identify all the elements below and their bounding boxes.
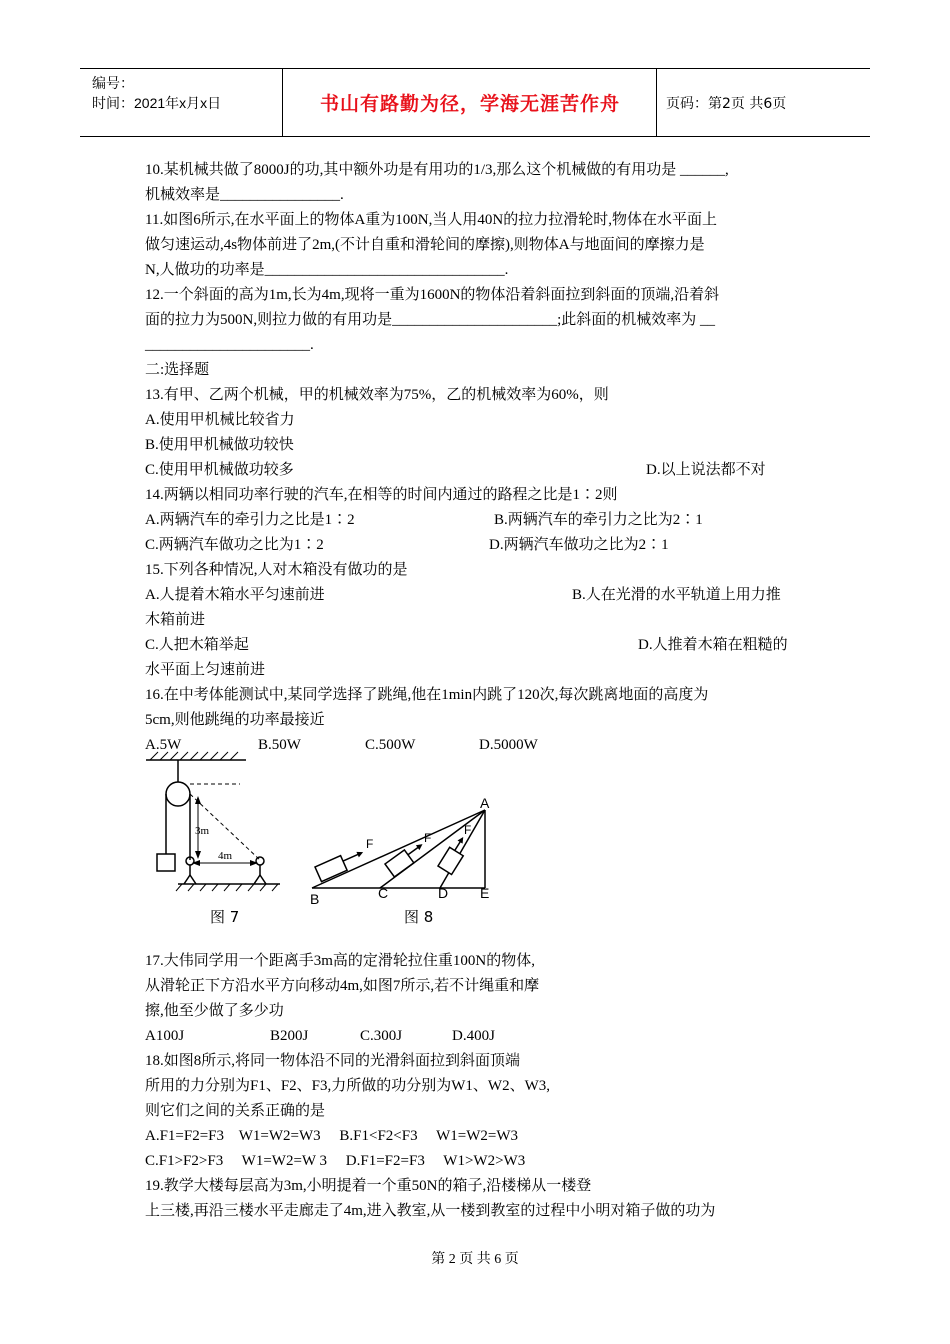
header-page-info: 页码：第2页 共6页 bbox=[666, 96, 787, 112]
question-18: 18.如图8所示,将同一物体沿不同的光滑斜面拉到斜面顶端 bbox=[145, 1053, 521, 1069]
question-11: 11.如图6所示,在水平面上的物体A重为100N,当人用40N的拉力拉滑轮时,物体在水平面上 bbox=[145, 212, 717, 228]
q15-option-a: A.人提着木箱水平匀速前进 bbox=[145, 587, 325, 603]
q13-option-a: A.使用甲机械比较省力 bbox=[145, 412, 295, 428]
q15-option-b-cont: 木箱前进 bbox=[145, 612, 206, 628]
q18-options-ab: A.F1=F2=F3 W1=W2=W3 B.F1<F2<F3 W1=W2=W3 bbox=[145, 1128, 518, 1144]
question-12: 12.一个斜面的高为1m,长为4m,现将一重为1600N的物体沿着斜面拉到斜面的顶端,沿着斜 bbox=[145, 287, 720, 303]
question-19: 19.教学大楼每层高为3m,小明提着一个重50N的箱子,沿楼梯从一楼登 bbox=[145, 1178, 592, 1194]
question-16-line2: 5cm,则他跳绳的功率最接近 bbox=[145, 712, 325, 728]
question-11-line3: N,人做功的功率是________________________________. bbox=[145, 262, 509, 278]
figure-7-pulley-diagram bbox=[146, 752, 280, 891]
q14-option-a: A.两辆汽车的牵引力之比是1∶2 bbox=[145, 512, 355, 528]
q15-option-b: B.人在光滑的水平轨道上用力推 bbox=[572, 587, 781, 603]
point-b-label: B bbox=[310, 891, 320, 907]
force-f2-label: F bbox=[424, 831, 432, 845]
q15-options-row1 bbox=[145, 583, 815, 608]
force-f1-label: F bbox=[366, 837, 374, 851]
incline-d bbox=[440, 810, 485, 888]
time-label: 时间：2021年x月x日 bbox=[92, 95, 222, 111]
ground-hatch bbox=[176, 884, 278, 891]
q13-option-b: B.使用甲机械做功较快 bbox=[145, 437, 294, 453]
q15-option-c: C.人把木箱举起 bbox=[145, 637, 249, 653]
question-18-line2: 所用的力分别为F1、F2、F3,力所做的功分别为W1、W2、W3, bbox=[145, 1078, 551, 1094]
q13-option-d: D.以上说法都不对 bbox=[646, 462, 766, 478]
q17-option-b: B200J bbox=[270, 1028, 309, 1044]
question-16: 16.在中考体能测试中,某同学选择了跳绳,他在1min内跳了120次,每次跳离地面的高度为 bbox=[145, 687, 709, 703]
question-12-line2: 面的拉力为500N,则拉力做的有用功是______________________;此斜面的机械效率为 __ bbox=[145, 312, 716, 328]
figures-7-8 bbox=[140, 742, 520, 932]
q16-option-b: B.50W bbox=[258, 737, 301, 753]
question-14: 14.两辆以相同功率行驶的汽车,在相等的时间内通过的路程之比是1∶2则 bbox=[145, 487, 618, 503]
incline-b bbox=[312, 810, 485, 888]
section-heading: 二:选择题 bbox=[145, 362, 210, 378]
q15-options-row2 bbox=[145, 633, 815, 658]
block-1 bbox=[315, 847, 367, 882]
number-label: 编号： bbox=[92, 75, 134, 91]
question-10-line2: 机械效率是________________. bbox=[145, 187, 344, 203]
point-a-label: A bbox=[480, 795, 490, 811]
weight-block bbox=[157, 854, 175, 871]
fig7-distance-label: 4m bbox=[218, 850, 233, 862]
question-11-line2: 做匀速运动,4s物体前进了2m,(不计自重和滑轮间的摩擦),则物体A与地面间的摩擦力是 bbox=[145, 237, 705, 253]
header-meta bbox=[92, 73, 221, 113]
q17-option-a: A100J bbox=[145, 1028, 185, 1044]
header-divider bbox=[282, 69, 283, 136]
question-17-line3: 擦,他至少做了多少功 bbox=[145, 1003, 284, 1019]
exam-content bbox=[145, 158, 815, 1224]
point-d-label: D bbox=[438, 885, 449, 901]
question-13: 13.有甲、乙两个机械，甲的机械效率为75%，乙的机械效率为60%，则 bbox=[145, 387, 609, 403]
q15-option-d: D.人推着木箱在粗糙的 bbox=[638, 637, 788, 653]
question-12-line3: ______________________. bbox=[145, 337, 314, 353]
force-f3-label: F bbox=[464, 823, 472, 837]
q14-options-row2 bbox=[145, 533, 815, 558]
q16-option-d: D.5000W bbox=[479, 737, 538, 753]
person-end-head bbox=[256, 857, 264, 865]
question-17: 17.大伟同学用一个距离手3m高的定滑轮拉住重100N的物体, bbox=[145, 953, 536, 969]
q16-option-a: A.5W bbox=[145, 737, 182, 753]
fig7-caption: 图 7 bbox=[210, 908, 240, 926]
question-10: 10.某机械共做了8000J的功,其中额外功是有用功的1/3,那么这个机械做的有用功是 ______, bbox=[145, 162, 729, 178]
q13-options-row bbox=[145, 458, 815, 483]
pulley-wheel bbox=[166, 782, 190, 806]
q17-option-d: D.400J bbox=[452, 1028, 495, 1044]
question-19-line2: 上三楼,再沿三楼水平走廊走了4m,进入教室,从一楼到教室的过程中小明对箱子做的功为 bbox=[145, 1203, 716, 1219]
page-footer: 第 2 页 共 6 页 bbox=[431, 1252, 519, 1267]
header-divider bbox=[656, 69, 657, 136]
q18-options-cd: C.F1>F2>F3 W1=W2=W 3 D.F1=F2=F3 W1>W2>W3 bbox=[145, 1153, 526, 1169]
q17-option-c: C.300J bbox=[360, 1028, 403, 1044]
question-15: 15.下列各种情况,人对木箱没有做功的是 bbox=[145, 562, 408, 578]
fig8-caption: 图 8 bbox=[404, 908, 434, 926]
q14-option-b: B.两辆汽车的牵引力之比为2∶1 bbox=[494, 512, 703, 528]
q15-option-d-cont: 水平面上匀速前进 bbox=[145, 662, 266, 678]
q16-option-c: C.500W bbox=[365, 737, 416, 753]
point-e-label: E bbox=[480, 885, 490, 901]
q14-options-row1 bbox=[145, 508, 815, 533]
fig7-height-label: 3m bbox=[195, 825, 210, 837]
document-header bbox=[80, 68, 870, 137]
header-motto: 书山有路勤为径，学海无涯苦作舟 bbox=[319, 93, 620, 115]
point-c-label: C bbox=[378, 885, 389, 901]
block-3 bbox=[438, 834, 472, 875]
q14-option-d: D.两辆汽车做功之比为2∶1 bbox=[489, 537, 669, 553]
ceiling-hatch bbox=[150, 752, 238, 760]
q13-option-c: C.使用甲机械做功较多 bbox=[145, 462, 294, 478]
question-17-line2: 从滑轮正下方沿水平方向移动4m,如图7所示,若不计绳重和摩 bbox=[145, 978, 540, 994]
q14-option-c: C.两辆汽车做功之比为1∶2 bbox=[145, 537, 324, 553]
figure-8-incline-diagram bbox=[312, 810, 485, 888]
q17-options-row bbox=[145, 1024, 815, 1049]
question-18-line3: 则它们之间的关系正确的是 bbox=[145, 1103, 326, 1119]
